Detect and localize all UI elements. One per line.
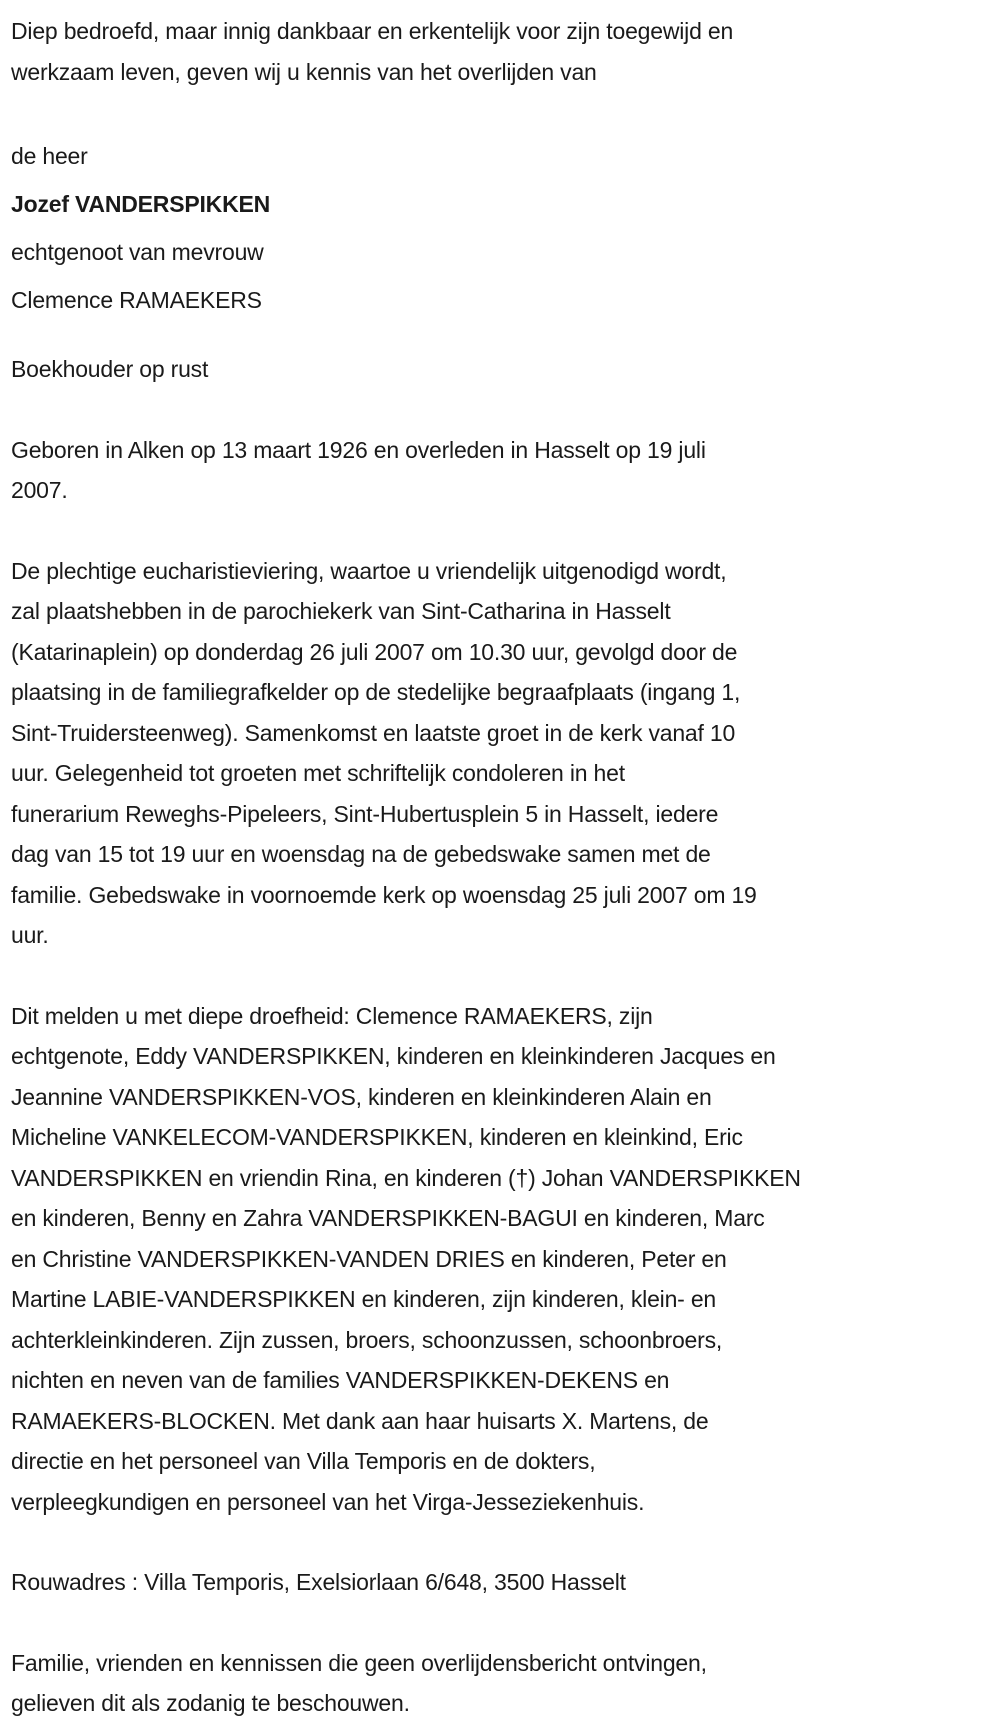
text-line: Geboren in Alken op 13 maart 1926 en overleden in Hasselt op 19 juli	[11, 436, 706, 463]
profession: Boekhouder op rust	[11, 356, 209, 382]
text-line: echtgenote, Eddy VANDERSPIKKEN, kinderen en kleinkinderen Jacques en	[11, 1043, 776, 1069]
text-line: verpleegkundigen en personeel van het Virga-Jesseziekenhuis.	[11, 1488, 645, 1515]
text-line: en kinderen, Benny en Zahra VANDERSPIKKEN-BAGUI en kinderen, Marc	[11, 1205, 765, 1231]
birth-paragraph	[11, 430, 1000, 511]
text-line: uur. Gelegenheid tot groeten met schriftelijk condoleren in het	[11, 760, 625, 786]
ceremony-paragraph	[11, 551, 1000, 956]
text-line: De plechtige eucharistieviering, waartoe u vriendelijk uitgenodigd wordt,	[11, 557, 727, 584]
deceased-header	[11, 132, 1000, 324]
text-line: gelieven dit als zodanig te beschouwen.	[11, 1690, 410, 1716]
intro-paragraph	[11, 11, 1000, 92]
spouse-label: echtgenoot van mevrouw	[11, 239, 264, 265]
text-line: funerarium Reweghs-Pipeleers, Sint-Hubertusplein 5 in Hasselt, iedere	[11, 800, 719, 827]
text-line: uur.	[11, 922, 49, 948]
deceased-name: Jozef VANDERSPIKKEN	[11, 191, 271, 217]
text-line: plaatsing in de familiegrafkelder op de stedelijke begraafplaats (ingang 1,	[11, 679, 741, 705]
text-line: familie. Gebedswake in voornoemde kerk op woensdag 25 juli 2007 om 19	[11, 881, 757, 908]
text-line: Jeannine VANDERSPIKKEN-VOS, kinderen en kleinkinderen Alain en	[11, 1083, 712, 1110]
profession-paragraph	[11, 349, 1000, 390]
text-line: directie en het personeel van Villa Temporis en de dokters,	[11, 1448, 596, 1474]
closing-paragraph	[11, 1643, 1000, 1724]
text-line: en Christine VANDERSPIKKEN-VANDEN DRIES en kinderen, Peter en	[11, 1245, 727, 1272]
text-line: (Katarinaplein) op donderdag 26 juli 2007 om 10.30 uur, gevolgd door de	[11, 638, 738, 665]
text-line: Sint-Truidersteenweg). Samenkomst en laatste groet in de kerk vanaf 10	[11, 719, 736, 746]
address-paragraph	[11, 1562, 1000, 1603]
text-line: Martine LABIE-VANDERSPIKKEN en kinderen, zijn kinderen, klein- en	[11, 1286, 717, 1312]
mourning-address: Rouwadres : Villa Temporis, Exelsiorlaan 6/648, 3500 Hasselt	[11, 1569, 626, 1595]
text-line: achterkleinkinderen. Zijn zussen, broers, schoonzussen, schoonbroers,	[11, 1326, 723, 1353]
text-line: Diep bedroefd, maar innig dankbaar en erkentelijk voor zijn toegewijd en	[11, 18, 734, 44]
text-line: 2007.	[11, 477, 68, 503]
text-line: Familie, vrienden en kennissen die geen overlijdensbericht ontvingen,	[11, 1649, 707, 1676]
text-line: VANDERSPIKKEN en vriendin Rina, en kinderen (†) Johan VANDERSPIKKEN	[11, 1164, 801, 1191]
text-line: Dit melden u met diepe droefheid: Clemence RAMAEKERS, zijn	[11, 1002, 653, 1029]
title: de heer	[11, 143, 88, 169]
spouse-name: Clemence RAMAEKERS	[11, 287, 262, 313]
family-paragraph	[11, 996, 1000, 1523]
text-line: nichten en neven van de families VANDERSPIKKEN-DEKENS en	[11, 1367, 670, 1393]
text-line: zal plaatshebben in de parochiekerk van Sint-Catharina in Hasselt	[11, 598, 671, 624]
text-line: dag van 15 tot 19 uur en woensdag na de gebedswake samen met de	[11, 841, 711, 867]
text-line: RAMAEKERS-BLOCKEN. Met dank aan haar huisarts X. Martens, de	[11, 1407, 709, 1434]
text-line: Micheline VANKELECOM-VANDERSPIKKEN, kinderen en kleinkind, Eric	[11, 1124, 743, 1150]
text-line: werkzaam leven, geven wij u kennis van het overlijden van	[11, 58, 597, 85]
